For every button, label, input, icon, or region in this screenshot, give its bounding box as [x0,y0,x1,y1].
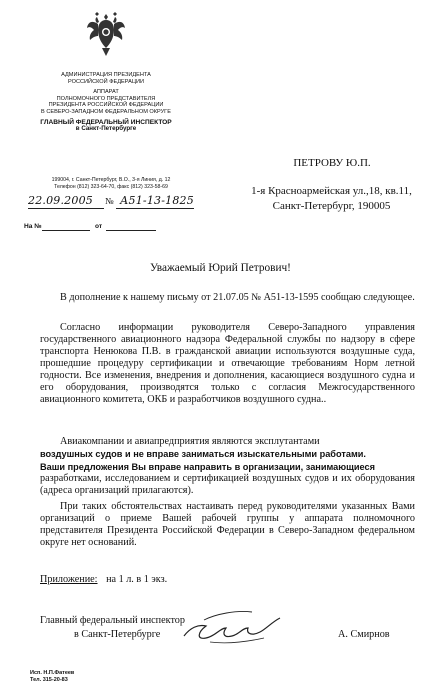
paragraph-4-rest: разработками, исследованием и сертификацией воздушных судов и их оборудования (адреса организаций прилагаются). [40,473,415,496]
paragraph-3-line-2: воздушных судов и не вправе заниматься изыскательными работами. [40,449,366,459]
attachment [40,574,167,585]
handwritten-signature [176,598,286,650]
reference-date-underline [106,230,156,231]
registration-date: 22.09.2005 [28,194,93,207]
signatory-name: А. Смирнов [338,629,390,640]
registration-number: А51-13-1825 [120,194,194,207]
reference-label: На № [24,223,42,230]
number-sign: № [105,196,114,206]
header-line: ПОЛНОМОЧНОГО ПРЕДСТАВИТЕЛЯ [56,95,156,102]
number-underline [116,208,194,209]
header-line: АДМИНИСТРАЦИЯ ПРЕЗИДЕНТА [61,72,151,78]
recipient-name: ПЕТРОВУ Ю.П. [293,157,371,169]
state-emblem-icon [86,8,126,58]
recipient-city: Санкт-Петербург, 190005 [272,200,391,212]
executor: Исп. Н.П.Фатеев [30,670,75,676]
paragraph-5: При таких обстоятельствах настаивать перед руководителями указанных Вами организаций о приеме Вашей рабочей группы у аппарата полномочного представителя Президента Российской Федерации в Северо-Западном федеральном округе нет оснований. [40,501,415,548]
header-line: В СЕВЕРО-ЗАПАДНОМ ФЕДЕРАЛЬНОМ ОКРУГЕ [41,108,171,115]
date-underline [28,208,104,209]
inspector-city: в Санкт-Петербурге [75,125,137,133]
paragraph-1: В дополнение к нашему письму от 21.07.05 № А51-13-1595 сообщаю следующее. [60,292,415,303]
sender-address: 199004, г. Санкт-Петербург, В.О., 3-я Линия, д. 12 [51,177,171,183]
executor-phone: Тел. 315-20-83 [30,677,68,683]
reference-underline [42,230,90,231]
attachment-label: Приложение: [40,574,98,585]
header-line: РОССИЙСКОЙ ФЕДЕРАЦИИ [67,78,144,85]
sender-phone: Телефон (812) 323-64-70, факс (812) 323-58-69 [54,184,168,190]
signatory-title-line-1: Главный федеральный инспектор [40,615,185,626]
attachment-value: на 1 л. в 1 экз. [106,574,168,585]
inspector-title: ГЛАВНЫЙ ФЕДЕРАЛЬНЫЙ ИНСПЕКТОР [40,118,172,126]
paragraph-2: Согласно информации руководителя Северо-Западного управления государственного авиационного надзора Федеральной службы по надзору в сфере транспорта Ненюкова П.В. в гражданской авиации используются воздушные суда, прошедшие процедуру сертификации и отвечающие требованиям Норм летной годности. Все изменения, внедрения и дополнения, касающиеся воздушного судна и его оборудования, производятся только с согласия Межгосударственного авиационного комитета, ОКБ и разработчиков воздушного судна.. [40,322,415,405]
recipient-street: 1-я Красноармейская ул.,18, кв.11, [251,185,412,197]
header-line: АППАРАТ [93,89,119,96]
reference-date-label: от [95,223,103,230]
sender-header [14,72,198,133]
salutation: Уважаемый Юрий Петрович! [150,262,291,274]
signatory-title-line-2: в Санкт-Петербурге [74,629,161,640]
paragraph-3-line-1: Авиакомпании и авиапредприятия являются эксплутантами [60,436,320,447]
paragraph-4-line-1: Ваши предложения Вы вправе направить в организации, занимающиеся [40,462,375,472]
header-line: ПРЕЗИДЕНТА РОССИЙСКОЙ ФЕДЕРАЦИИ [48,102,164,109]
